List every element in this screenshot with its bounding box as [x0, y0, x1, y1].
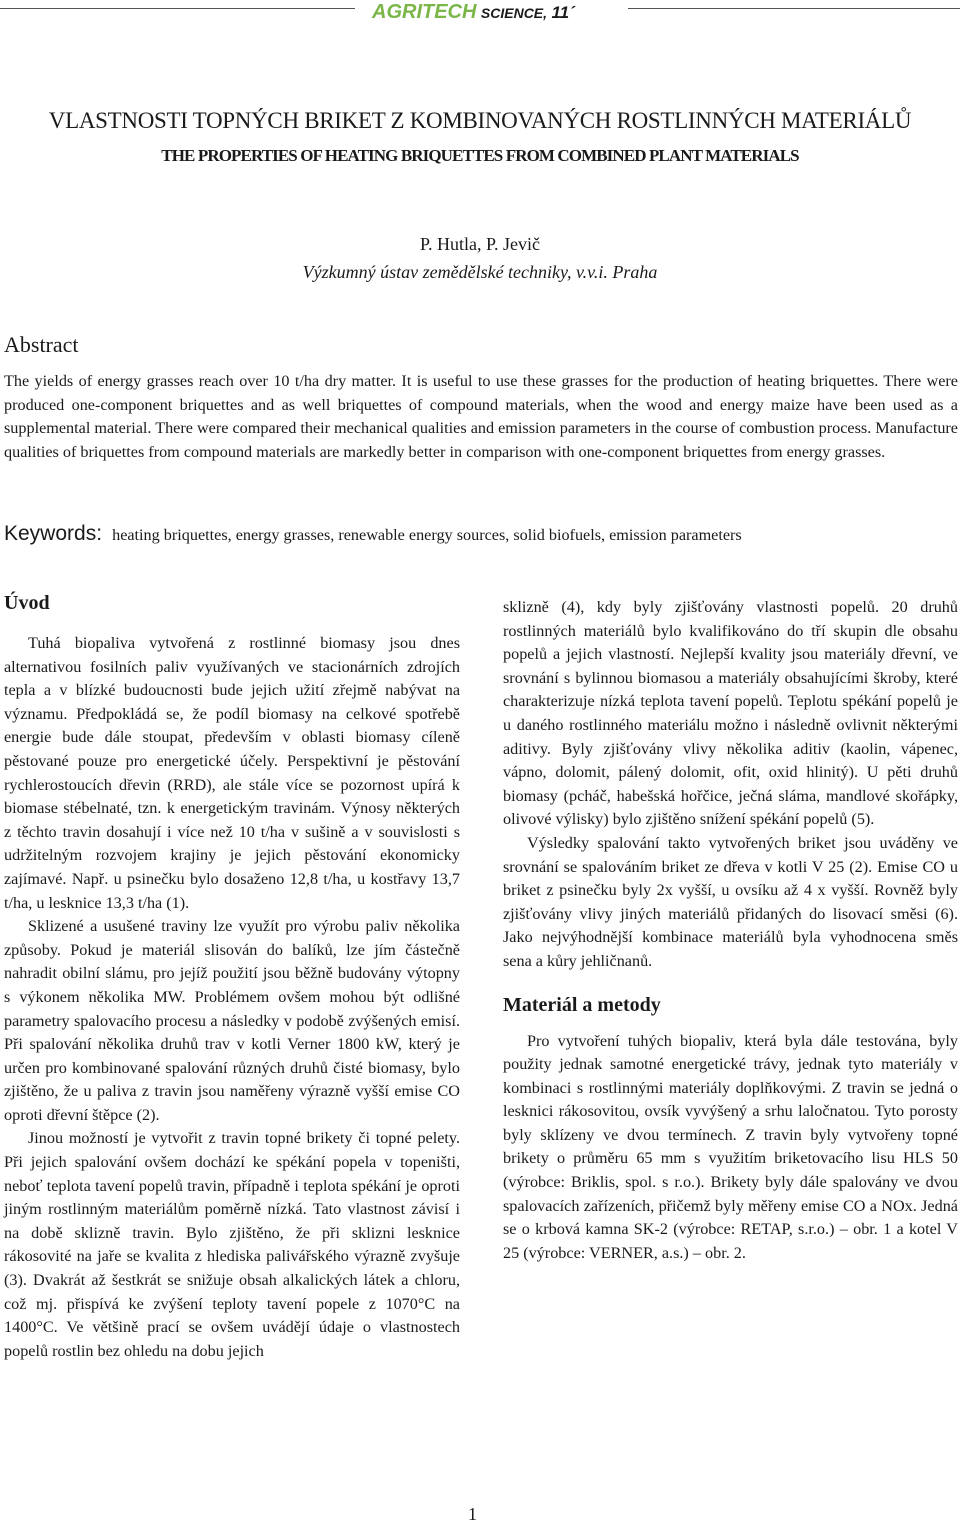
- title-english: THE PROPERTIES OF HEATING BRIQUETTES FROM COMBINED PLANT MATERIALS: [161, 146, 799, 165]
- authors-block: [0, 230, 960, 286]
- keywords-text: heating briquettes, energy grasses, renewable energy sources, solid biofuels, emission parameters: [112, 526, 742, 544]
- title-czech: VLASTNOSTI TOPNÝCH BRIKET Z KOMBINOVANÝCH ROSTLINNÝCH MATERIÁLŮ: [48, 108, 912, 133]
- header-rule-left: [0, 8, 355, 9]
- header-rule-right: [628, 8, 960, 9]
- abstract-heading: Abstract: [4, 332, 79, 357]
- journal-issue: 11´: [551, 3, 575, 22]
- abstract-text: The yields of energy grasses reach over 10 t/ha dry matter. It is useful to use these grasses for the production of heating briquettes. There were produced one-component briquettes and as well briquettes of compound materials, when the wood and energy maize have been used as a supplemental material. There were compared their mechanical qualities and emission parameters in the course of combustion process. Manufacture qualities of briquettes from compound materials are markedly better in comparison with one-component briquettes from energy grasses.: [4, 372, 958, 461]
- left-column: [4, 590, 460, 1363]
- paragraph: Tuhá biopaliva vytvořená z rostlinné biomasy jsou dnes alternativou fosilních paliv využívaných ve stacionárních zdrojích tepla a v blízké budoucnosti bude jejich užití zřejmě nabývat na významu. Předpokládá se, že podíl biomasy na celkové spotřebě energie bude dále stoupat, především v oblasti biomasy cíleně pěstované pouze pro energetické účely. Perspektivní je pěstování rychlerostoucích dřevin (RRD), ale stále více se pozornost upírá k biomase stébelnaté, tzn. k energetickým travinám. Výnosy některých z těchto travin dosahují i více než 10 t/ha v sušině a v souvislosti s udržitelným rozvojem krajiny je jejich pěstování ekonomicky zajímavé. Např. u psinečku bylo dosaženo 12,8 t/ha, u kostřavy 13,7 t/ha, u lesknice 13,3 t/ha (1).: [4, 634, 460, 912]
- section-heading-material: Materiál a metody: [503, 993, 661, 1016]
- page-number: 1: [468, 1504, 477, 1524]
- journal-brand: AGRITECH: [372, 1, 477, 23]
- paragraph: Pro vytvoření tuhých biopaliv, která byla dále testována, byly použity jednak samotné energetické trávy, jednak tyto materiály v kombinaci s rostlinnými materiály doplňkovými. Z travin se jedná o lesknici rákosovitou, ovsík vyvýšený a srhu laločnatou. Tyto porosty byly sklízeny ve dvou termínech. Z travin byly vytvořeny topné brikety o průměru 65 mm s využitím briketovacího lisu HLS 50 (výrobce: Briklis, spol. s r.o.). Brikety byly dále spalovány ve dvou spalovacích zařízeních, přičemž byly měřeny emise CO a NOx. Jedná se o krbová kamna SK-2 (výrobce: RETAP, s.r.o.) – obr. 1 a kotel V 25 (výrobce: VERNER, a.s.) – obr. 2.: [503, 1031, 958, 1262]
- section-heading-uvod: Úvod: [4, 592, 50, 614]
- paragraph: Sklizené a usušené traviny lze využít pro výrobu paliv několika způsoby. Pokud je materiál slisován do balíků, lze jím částečně nahradit obilní slámu, pro jejíž použití jsou běžně budovány výtopny s výkonem několika MW. Problémem ovšem mohou být odlišné parametry spalovacího procesu a následky v podobě zvýšených emisí. Při spalování několika druhů trav v kotli Verner 1800 kW, který je určen pro kombinované spalování různých druhů čisté biomasy, bylo zjištěno, že u paliva z travin jsou naměřeny výrazně vyšší emise CO oproti dřevní štěpce (2).: [4, 917, 460, 1124]
- paragraph: sklizně (4), kdy byly zjišťovány vlastnosti popelů. 20 druhů rostlinných materiálů bylo kvalifikováno do tří skupin dle obsahu popelů a jejich vlastností. Nejlepší kvality jsou materiály dřevní, ve srovnání s bylinnou biomasou a materiály obsahujícími škroby, které charakterizuje nízká teplota tavení popelů. Teplotu spékání popelů je u daného rostlinného materiálu možno i následně ovlivnit některými aditivy. Byly zjišťovány vlivy několika aditiv (kaolin, vápenec, vápno, dolomit, pálený dolomit, ofit, oxid hlinitý). U pěti druhů biomasy (pcháč, habešská hořčice, ječná sláma, mandlové skořápky, olivové výlisky) bylo zjištěno snížení spékání popelů (5).: [503, 598, 958, 829]
- keywords: [4, 522, 954, 546]
- journal-header: [0, 0, 960, 30]
- journal-name: [372, 1, 575, 24]
- author-names: P. Hutla, P. Jevič: [419, 234, 540, 254]
- author-affiliation: Výzkumný ústav zemědělské techniky, v.v.i. Praha: [302, 262, 658, 282]
- journal-science: SCIENCE,: [480, 5, 548, 21]
- keywords-label: Keywords:: [4, 522, 103, 545]
- paragraph: Jinou možností je vytvořit z travin topné brikety či topné pelety. Při jejich spalování ovšem dochází ke spékání popela v topeništi, neboť teplota tavení popelů travin, případně i teplota spékání je oproti jiným rostlinným materiálům poměrně nízká. Tato vlastnost závisí i na době sklizně travin. Bylo zjištěno, že při sklizni lesknice rákosovité na jaře se kvalita z hlediska palivářského výrazně zvyšuje (3). Dvakrát až šestkrát se snižuje obsah alkalických látek a chloru, což mj. přispívá ke zvýšení teploty tavení popele z 1070°C na 1400°C. Ve většině prací se ovšem uvádějí údaje o vlastnostech popelů rostlin bez ohledu na dobu jejich: [4, 1129, 460, 1360]
- paragraph: Výsledky spalování takto vytvořených briket jsou uváděny ve srovnání se spalováním briket ze dřeva v kotli V 25 (2). Emise CO u briket z psinečku byly 2x vyšší, u ovsíku až 4 x vyšší. Rovněž byly zjišťovány vlivy jiných materiálů přidaných do lisovací směsi (6). Jako nejvýhodnější kombinace materiálů byla vyhodnocena směs sena a kůry jehličnanů.: [503, 833, 958, 970]
- right-column: [503, 596, 958, 1265]
